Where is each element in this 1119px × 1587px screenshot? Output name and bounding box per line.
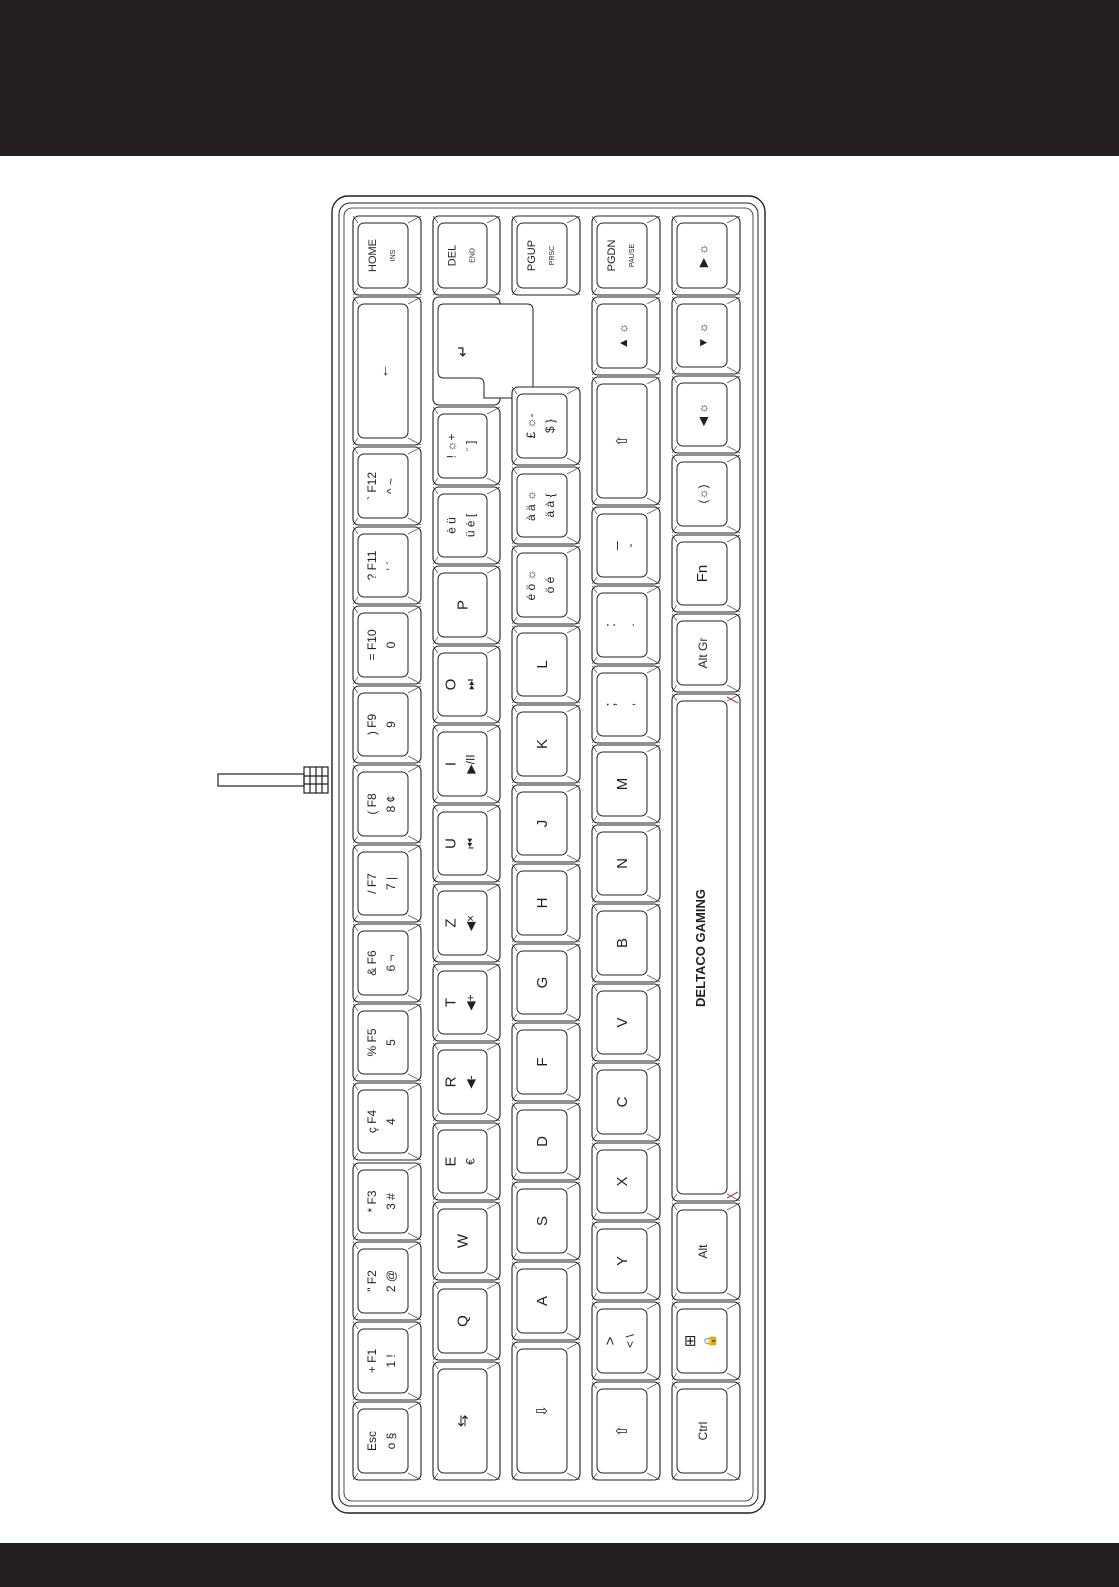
key-pound-sublegend: $ }: [543, 418, 557, 434]
key-c: [592, 1063, 660, 1141]
key-del: [433, 216, 500, 295]
key-esc: [353, 1402, 421, 1480]
key-lt: [592, 1302, 660, 1380]
key-y: [592, 1222, 660, 1300]
key-o: [433, 646, 500, 723]
key-2-sublegend: 2 @: [384, 1269, 398, 1293]
key-z: [433, 884, 500, 962]
key-0-sublegend: 0: [384, 641, 398, 649]
key-p: [433, 566, 500, 644]
key-w-legend: W: [454, 1233, 472, 1249]
key-a: [512, 1262, 580, 1340]
key-backspace-legend: ←: [375, 363, 392, 379]
key-apos-legend: ? F11: [365, 550, 379, 581]
key-v-legend: V: [614, 1017, 631, 1028]
key-del-sublegend: END: [469, 248, 477, 263]
key-pgup-sublegend: PRSC: [549, 245, 556, 266]
key-s-legend: S: [534, 1215, 551, 1227]
key-esc-sublegend: o §: [384, 1432, 398, 1450]
key-u-sublegend: ⏮: [463, 838, 478, 849]
key-rshift: [592, 377, 660, 505]
key-q: [433, 1282, 500, 1360]
key-dash: [592, 507, 660, 584]
key-oe: [512, 546, 580, 624]
key-v: [592, 984, 660, 1061]
key-r: [433, 1043, 500, 1121]
key-tab-legend: ⇆: [454, 1414, 472, 1428]
key-6: [353, 924, 421, 1002]
key-light-legend: (☼): [696, 484, 710, 504]
key-h-legend: H: [534, 897, 551, 909]
key-r-sublegend: ◀-: [463, 1075, 478, 1089]
key-6-legend: & F6: [365, 950, 379, 976]
key-k: [512, 705, 580, 783]
key-oe-sublegend: ö é: [543, 576, 557, 594]
key-right-legend: ▶ ☼: [696, 243, 710, 268]
key-dash-legend: _: [602, 541, 619, 550]
key-excl-legend: ! ☼+: [444, 433, 459, 459]
key-fn: [672, 535, 740, 612]
key-comma: [592, 666, 660, 743]
key-caps-legend: ⇩: [534, 1404, 551, 1418]
key-altgr-legend: Alt Gr: [696, 637, 710, 669]
key-pgdn-legend: PGDN: [606, 239, 618, 272]
key-0: [353, 606, 421, 684]
key-t: [433, 964, 500, 1041]
key-down-legend: ▼ ☼: [696, 322, 710, 349]
key-4-sublegend: 4: [384, 1118, 398, 1125]
key-4: [353, 1083, 421, 1160]
key-n: [592, 825, 660, 902]
key-c-legend: C: [614, 1096, 631, 1108]
key-i-legend: I: [442, 761, 460, 767]
key-d: [512, 1103, 580, 1180]
key-w: [433, 1202, 500, 1280]
key-period-legend: :: [602, 622, 619, 628]
key-u: [433, 805, 500, 882]
key-lshift: [592, 1382, 660, 1480]
key-enter-legend: ↵: [454, 344, 472, 358]
key-dash-sublegend: -: [623, 543, 637, 548]
key-3: [353, 1163, 421, 1240]
key-t-sublegend: ◀+: [463, 994, 478, 1011]
key-rshift-legend: ⇧: [614, 434, 631, 448]
key-7-legend: / F7: [365, 873, 379, 894]
key-q-legend: Q: [454, 1315, 472, 1327]
key-6-sublegend: 6 ¬: [384, 954, 398, 972]
key-fn-legend: Fn: [694, 564, 711, 583]
key-ue-sublegend: ü è [: [463, 513, 478, 538]
key-light: [672, 455, 740, 533]
key-5-legend: % F5: [365, 1028, 379, 1057]
key-pgup: [512, 216, 580, 295]
key-3-sublegend: 3 #: [384, 1193, 398, 1210]
key-9-sublegend: 9: [384, 721, 398, 728]
key-del-legend: DEL: [446, 244, 459, 267]
key-1-legend: + F1: [365, 1348, 379, 1374]
key-p-legend: P: [454, 599, 472, 611]
key-apos: [353, 527, 421, 604]
key-home: [353, 216, 421, 295]
key-s: [512, 1182, 580, 1260]
key-8-legend: ( F8: [365, 793, 379, 815]
key-ue: [433, 487, 500, 564]
key-i: [433, 725, 500, 803]
key-pound-legend: £ ☼-: [524, 413, 538, 439]
key-left-legend: ◀ ☼: [696, 402, 710, 427]
key-8-sublegend: 8 ¢: [384, 795, 398, 813]
brand-label: DELTACO GAMING: [693, 889, 708, 1007]
key-n-legend: N: [614, 858, 631, 869]
key-5-sublegend: 5: [384, 1039, 398, 1046]
key-m: [592, 745, 660, 823]
key-comma-sublegend: ,: [623, 702, 637, 707]
key-d-legend: D: [534, 1136, 551, 1147]
key-f: [512, 1023, 580, 1101]
key-x: [592, 1143, 660, 1220]
key-lshift-legend: ⇧: [614, 1424, 631, 1438]
key-g-legend: G: [534, 976, 551, 989]
key-2-legend: " F2: [365, 1270, 379, 1292]
key-e-sublegend: €: [463, 1158, 478, 1165]
key-win-legend: ⊞: [682, 1334, 699, 1348]
key-ae: [512, 467, 580, 544]
key-e-legend: E: [442, 1156, 460, 1167]
key-h: [512, 864, 580, 942]
key-u-legend: U: [442, 838, 460, 849]
key-excl-sublegend: ¨ ]: [463, 440, 478, 452]
key-period-sublegend: .: [623, 623, 637, 627]
key-ue-legend: è ü: [444, 517, 459, 534]
key-4-legend: ç F4: [365, 1109, 379, 1134]
key-7-sublegend: 7 |: [384, 876, 398, 891]
key-caret-sublegend: ^ ~: [384, 478, 398, 494]
key-excl: [433, 407, 500, 485]
key-o-legend: O: [442, 678, 460, 691]
key-alt: [672, 1203, 740, 1300]
key-altgr: [672, 614, 740, 692]
key-3-legend: * F3: [365, 1190, 379, 1213]
key-home-sublegend: INS: [390, 249, 397, 262]
key-lt-sublegend: < \: [623, 1334, 637, 1348]
key-pgdn-sublegend: PAUSE: [629, 243, 636, 268]
key-x-legend: X: [614, 1176, 631, 1187]
key-home-legend: HOME: [367, 239, 379, 272]
key-y-legend: Y: [614, 1255, 631, 1267]
key-9-legend: ) F9: [365, 713, 379, 736]
usb-cable: [218, 767, 328, 793]
key-f-legend: F: [534, 1057, 551, 1067]
key-b-legend: B: [614, 937, 631, 949]
key-up1: [592, 297, 660, 375]
key-ae-sublegend: ä à {: [543, 493, 557, 518]
key-caret-legend: ` F12: [365, 471, 379, 501]
key-j: [512, 785, 580, 862]
key-9: [353, 686, 421, 763]
key-comma-legend: ;: [602, 702, 619, 707]
key-right: [672, 216, 740, 295]
key-0-legend: = F10: [365, 629, 379, 661]
key-pgup-legend: PGUP: [526, 239, 538, 272]
key-layout: [353, 216, 740, 1480]
key-e: [433, 1123, 500, 1200]
key-ae-legend: à ä ☼: [524, 489, 538, 522]
key-b: [592, 904, 660, 982]
key-o-sublegend: ⏭: [463, 679, 478, 690]
key-ctrl-legend: Ctrl: [696, 1421, 710, 1441]
key-t-legend: T: [442, 997, 460, 1008]
key-pgdn: [592, 216, 660, 295]
key-z-sublegend: ◀×: [463, 914, 478, 932]
key-caret: [353, 447, 421, 525]
key-a-legend: A: [534, 1295, 551, 1307]
key-tab: [433, 1362, 500, 1480]
key-esc-legend: Esc: [365, 1430, 379, 1452]
key-r-legend: R: [442, 1076, 460, 1088]
key-backspace: [353, 297, 421, 445]
key-z-legend: Z: [442, 918, 460, 928]
key-8: [353, 765, 421, 843]
key-2: [353, 1242, 421, 1320]
key-pound: [512, 387, 580, 465]
key-win-sublegend: 🔒: [703, 1333, 717, 1349]
key-win: [672, 1302, 740, 1380]
key-5: [353, 1004, 421, 1081]
key-1: [353, 1322, 421, 1400]
key-alt-legend: Alt: [696, 1244, 710, 1259]
key-k-legend: K: [534, 738, 551, 750]
key-up1-legend: ▲ ☼: [616, 322, 630, 350]
key-caps: [512, 1342, 580, 1480]
key-m-legend: M: [614, 777, 631, 791]
key-period: [592, 586, 660, 664]
key-apos-sublegend: ' ´: [384, 560, 398, 571]
key-i-sublegend: ▶/II: [463, 754, 478, 774]
key-l-legend: L: [534, 660, 551, 669]
key-g: [512, 944, 580, 1021]
key-7: [353, 845, 421, 922]
key-lt-legend: >: [602, 1336, 619, 1346]
key-j-legend: J: [534, 819, 551, 828]
key-oe-legend: é ö ☼: [524, 569, 538, 601]
key-down: [672, 297, 740, 374]
key-1-sublegend: 1 !: [384, 1354, 398, 1368]
key-ctrl: [672, 1382, 740, 1480]
key-l: [512, 626, 580, 703]
key-left: [672, 376, 740, 453]
